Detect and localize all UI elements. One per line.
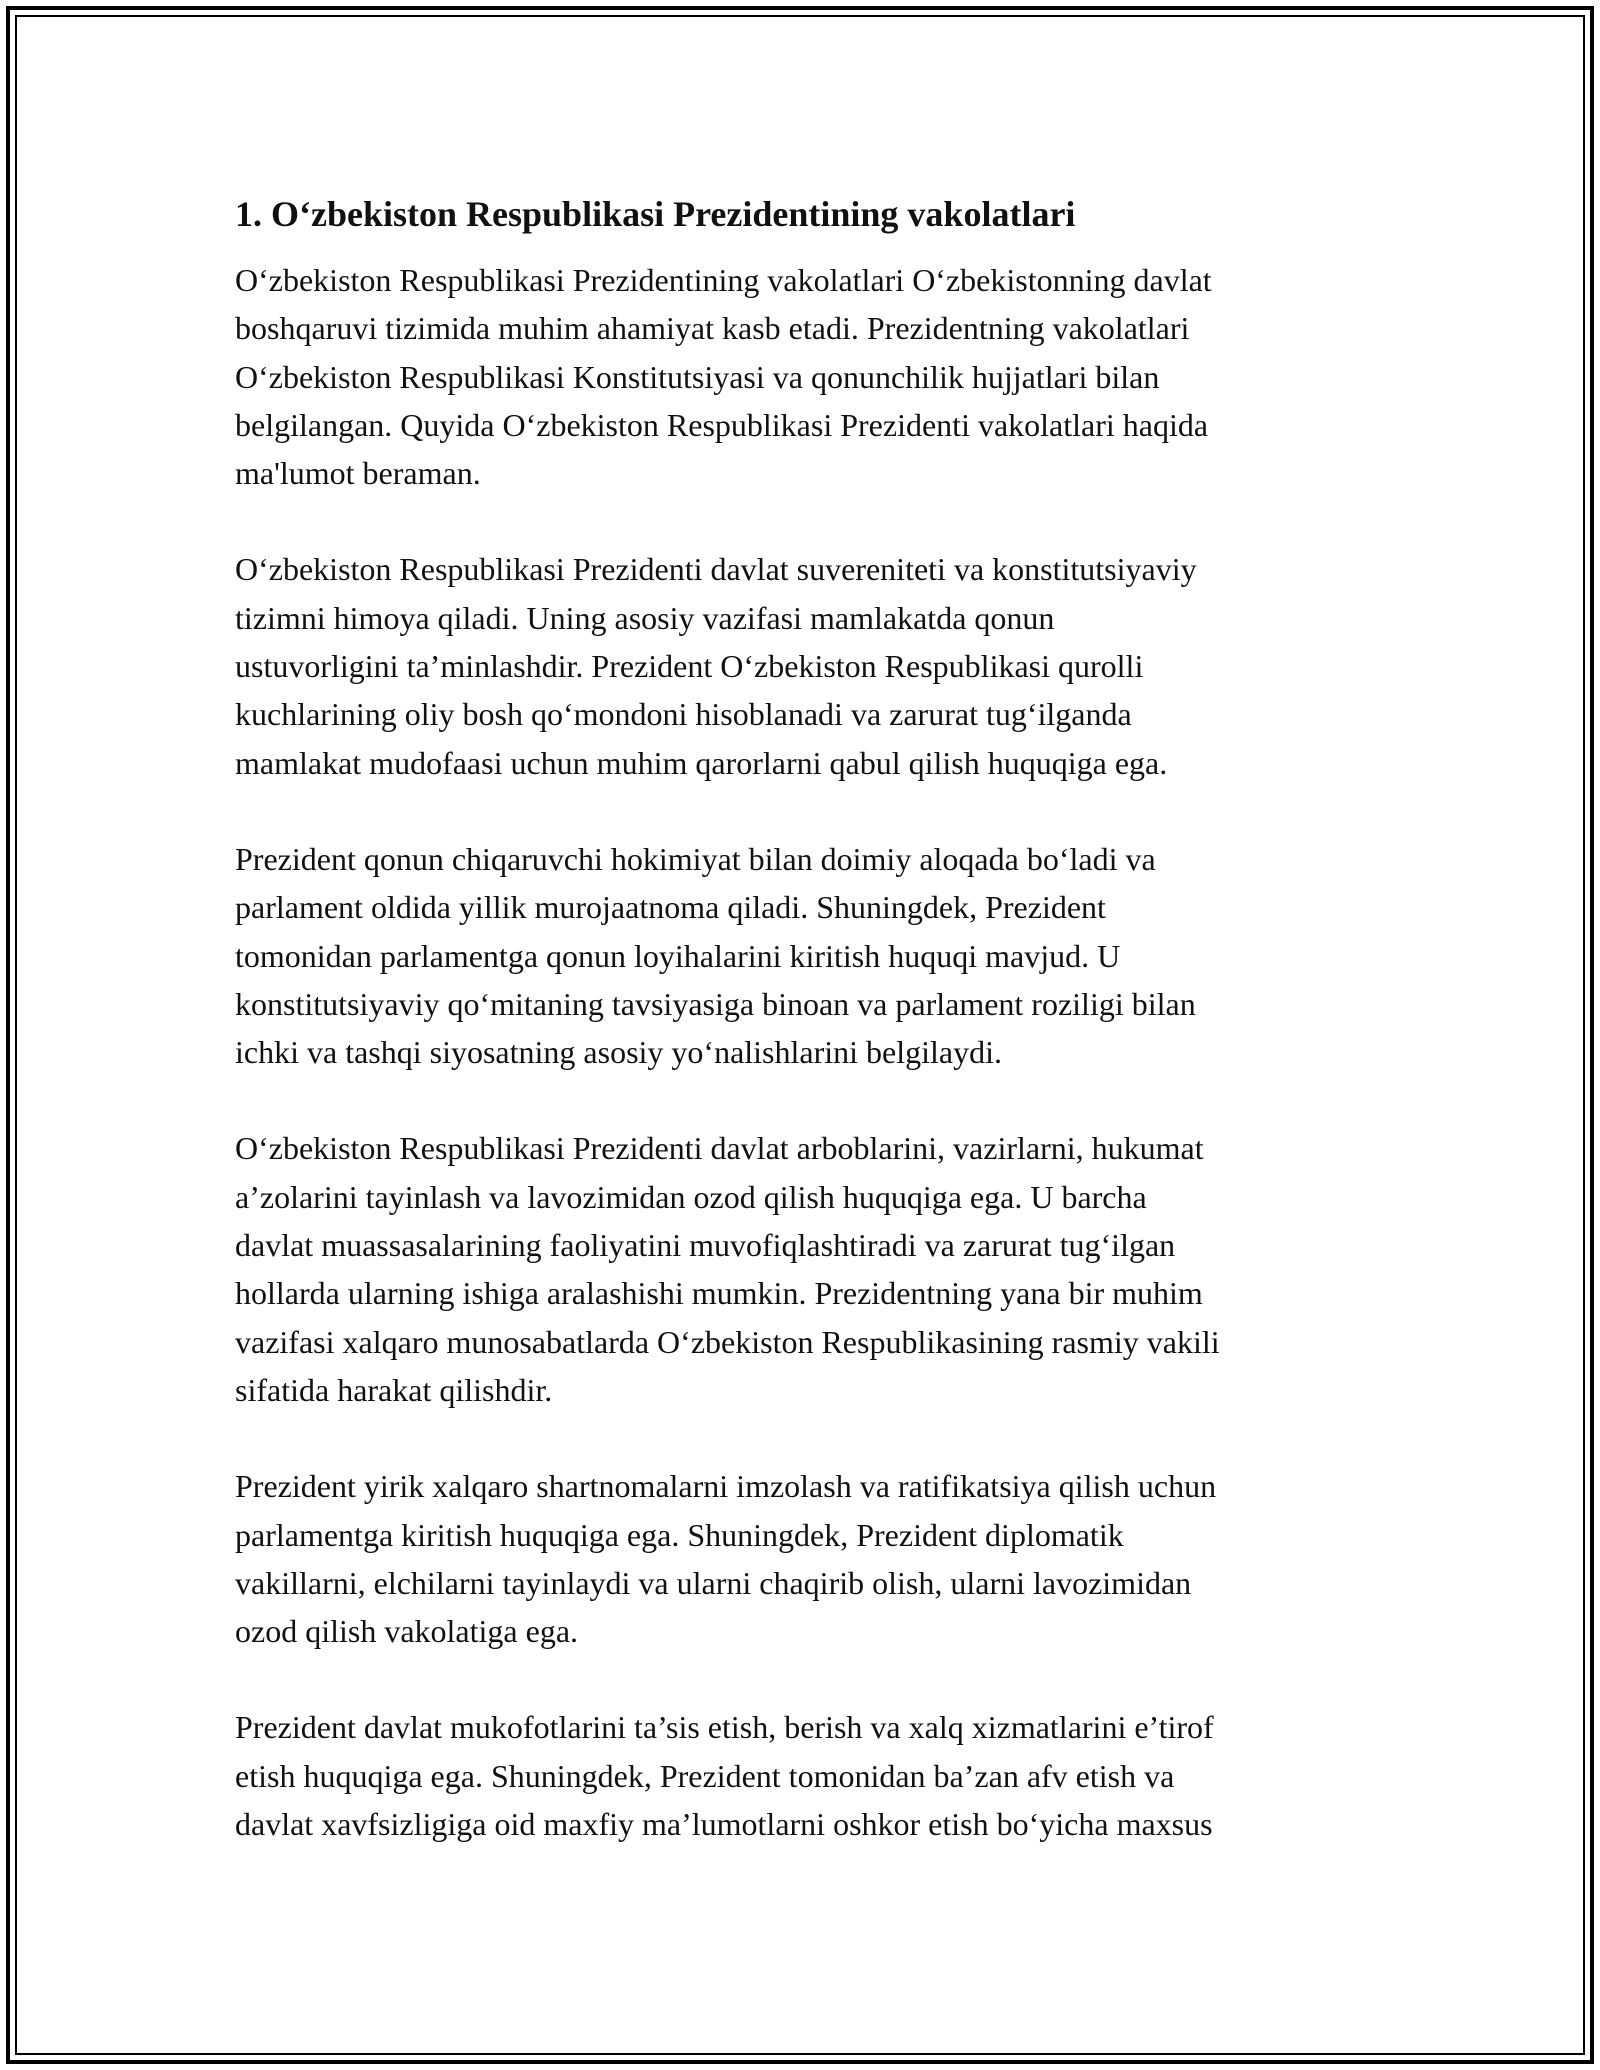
section-heading: 1. O‘zbekiston Respublikasi Prezidentining vakolatlari	[235, 194, 1076, 234]
paragraph-2: O‘zbekiston Respublikasi Prezidenti davlat suvereniteti va konstitutsiyaviy tizimni himoya qiladi. Uning asosiy vazifasi mamlakatda qonun ustuvorligini ta’minlashdir. Prezident O‘zbekiston Respublikasi qurolli kuchlarining oliy bosh qo‘mondoni hisoblanadi va zarurat tug‘ilganda mamlakat mudofaasi uchun muhim qarorlarni qabul qilish huquqiga ega.	[235, 551, 1197, 781]
paragraph-4: O‘zbekiston Respublikasi Prezidenti davlat arboblarini, vazirlarni, hukumat a’zolarini tayinlash va lavozimidan ozod qilish huquqiga ega. U barcha davlat muassasalarining faoliyatini muvofiqlashtiradi va zarurat tug‘ilgan hollarda ularning ishiga aralashishi mumkin. Prezidentning yana bir muhim vazifasi xalqaro munosabatlarda O‘zbekiston Respublikasining rasmiy vakili sifatida harakat qilishdir.	[235, 1130, 1220, 1408]
paragraph-5: Prezident yirik xalqaro shartnomalarni imzolash va ratifikatsiya qilish uchun parlamentga kiritish huquqiga ega. Shuningdek, Prezident diplomatik vakillarni, elchilarni tayinlaydi va ularni chaqirib olish, ularni lavozimidan ozod qilish vakolatiga ega.	[235, 1468, 1217, 1650]
paragraph-1: O‘zbekiston Respublikasi Prezidentining vakolatlari O‘zbekistonning davlat boshqaruvi tizimida muhim ahamiyat kasb etadi. Prezidentning vakolatlari O‘zbekiston Respublikasi Konstitutsiyasi va qonunchilik hujjatlari bilan belgilangan. Quyida O‘zbekiston Respublikasi Prezidenti vakolatlari haqida ma'lumot beraman.	[235, 262, 1212, 492]
paragraph-6: Prezident davlat mukofotlarini ta’sis etish, berish va xalq xizmatlarini e’tirof etish huquqiga ega. Shuningdek, Prezident tomonidan ba’zan afv etish va davlat xavfsizligiga oid maxfiy ma’lumotlarni oshkor etish bo‘yicha maxsus	[235, 1709, 1214, 1843]
paragraph-3: Prezident qonun chiqaruvchi hokimiyat bilan doimiy aloqada bo‘ladi va parlament oldida yillik murojaatnoma qiladi. Shuningdek, Prezident tomonidan parlamentga qonun loyihalarini kiritish huquqi mavjud. U konstitutsiyaviy qo‘mitaning tavsiyasiga binoan va parlament roziligi bilan ichki va tashqi siyosatning asosiy yo‘nalishlarini belgilaydi.	[235, 840, 1196, 1071]
document-body	[235, 188, 1375, 1896]
